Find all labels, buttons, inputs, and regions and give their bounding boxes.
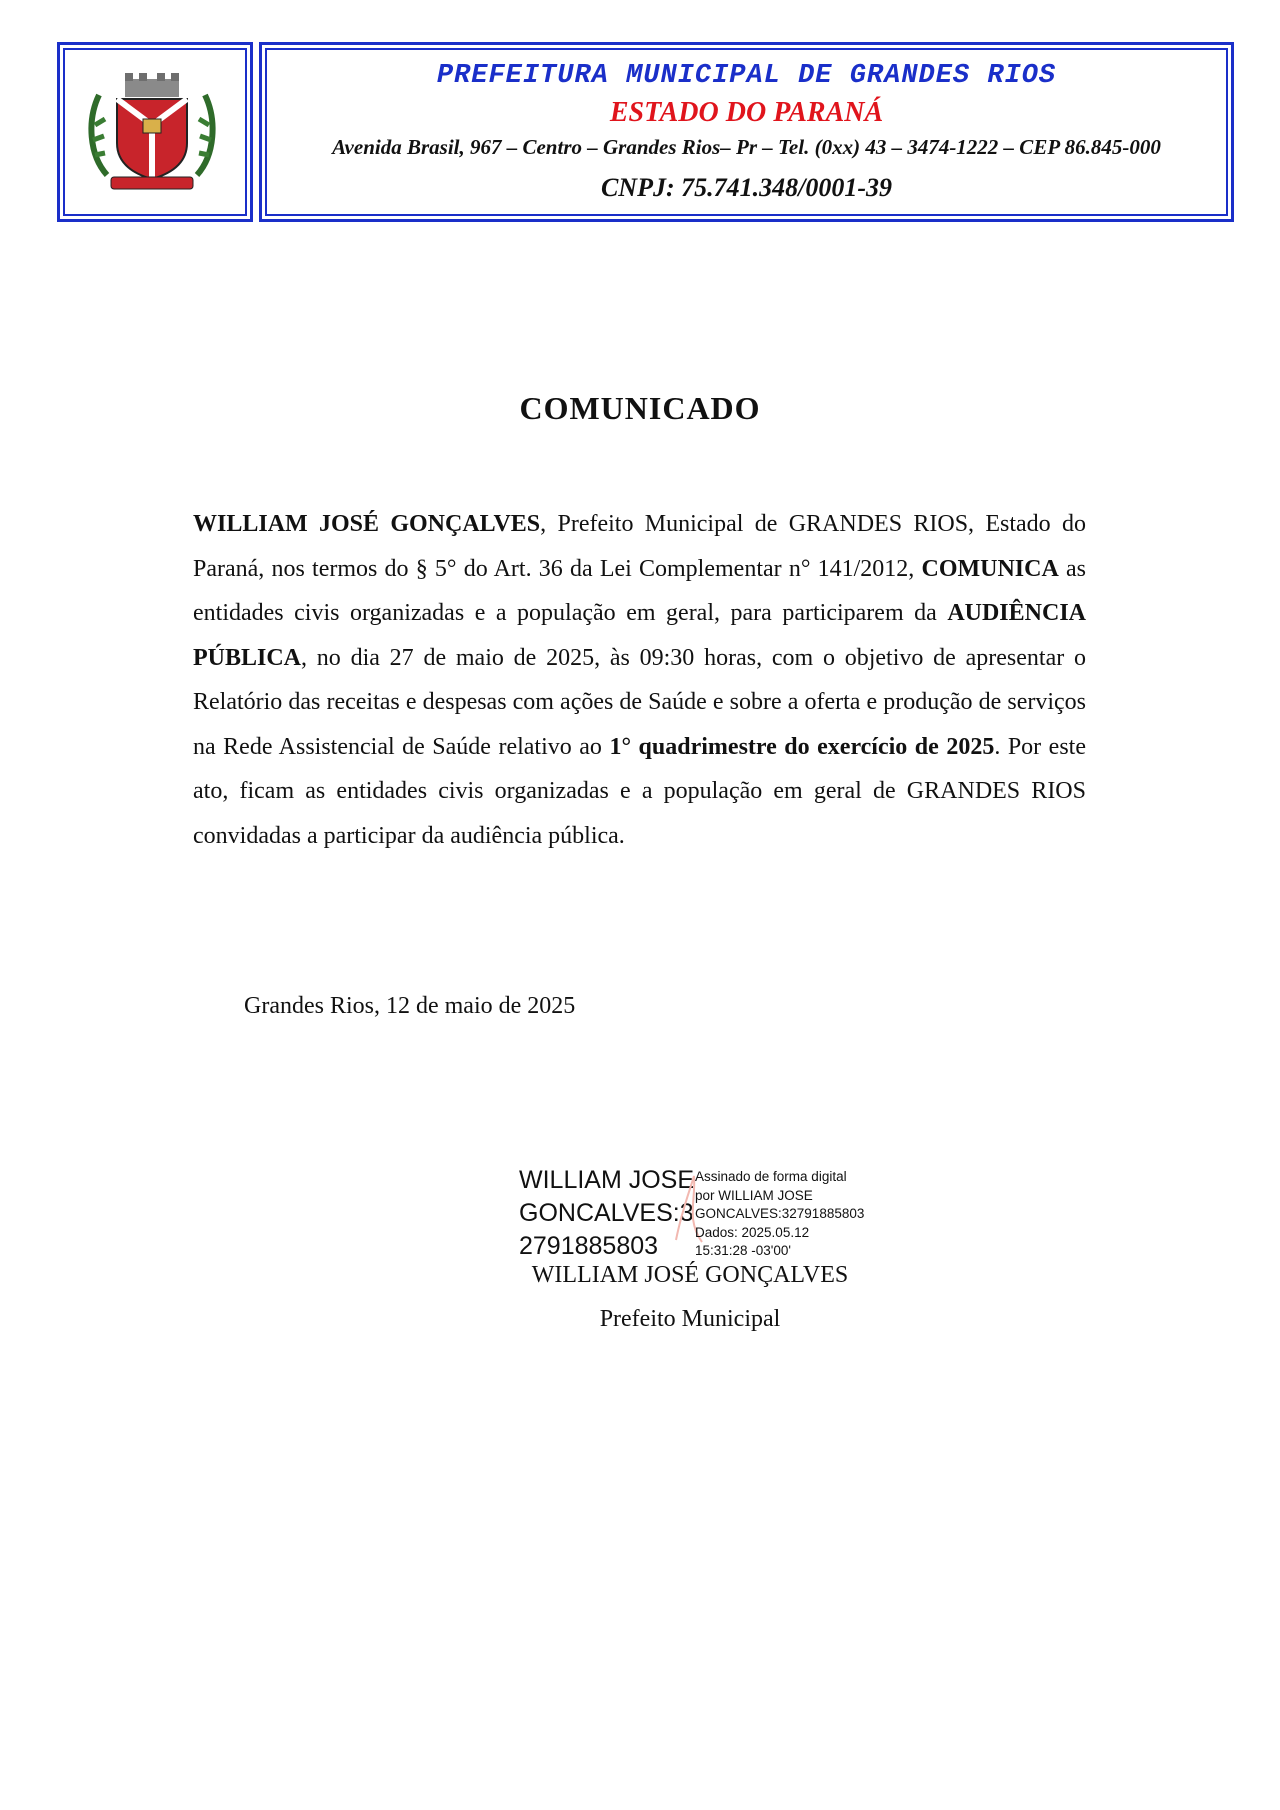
body-paragraph [193, 502, 1086, 858]
signature-detail-line: 15:31:28 -03'00' [695, 1243, 791, 1258]
digital-signature-details [695, 1168, 864, 1261]
body-text-1: , Prefeito Municipal de GRANDES RIOS, Estado do Paraná, nos termos do § 5° do Art. 36 da Lei Complementar n° 141/2012, [193, 511, 1087, 582]
comunica-word: COMUNICA [921, 555, 1059, 582]
mayor-name: WILLIAM JOSÉ GONÇALVES [193, 511, 541, 537]
signature-line: GONCALVES:3 [519, 1199, 694, 1227]
body-text-3: , no dia 27 de maio de 2025, às 09:30 horas, com o objetivo de apresentar o Relatório das receitas e despesas com ações de Saúde e sobre a oferta e produção de serviços na Rede Assistencial de Saúde relativo ao [193, 644, 1086, 760]
place-date: Grandes Rios, 12 de maio de 2025 [244, 993, 576, 1019]
audiencia-publica: AUDIÊNCIA PÚBLICA [193, 600, 1086, 671]
signer-role: Prefeito Municipal [599, 1306, 781, 1332]
estado-title: ESTADO DO PARANÁ [609, 97, 884, 128]
cnpj-line: CNPJ: 75.741.348/0001-39 [600, 173, 893, 202]
body-text-4: . Por este ato, ficam as entidades civis organizadas e a população em geral de GRANDES RIOS convidadas a participar da audiência pública. [193, 733, 1086, 849]
signature-line: 2791885803 [519, 1232, 659, 1260]
signature-detail-line: Assinado de forma digital [695, 1169, 847, 1184]
signature-detail-line: GONCALVES:32791885803 [695, 1206, 865, 1221]
signature-line: WILLIAM JOSE [519, 1166, 695, 1194]
body-text-2: as entidades civis organizadas e a população em geral, para participarem da [193, 555, 1086, 626]
signature-detail-line: Dados: 2025.05.12 [695, 1224, 810, 1240]
signature-detail-line: por WILLIAM JOSE [695, 1187, 813, 1203]
coat-of-arms-icon [77, 65, 227, 201]
header-box [259, 42, 1234, 222]
document-title: COMUNICADO [519, 390, 761, 426]
address-line: Avenida Brasil, 967 – Centro – Grandes Rios– Pr – Tel. (0xx) 43 – 3474-1222 – CEP 86.845-000 [332, 135, 1161, 159]
logo-frame [57, 42, 253, 222]
quadrimestre: 1° quadrimestre do exercício de 2025 [609, 733, 995, 760]
signer-name: WILLIAM JOSÉ GONÇALVES [531, 1262, 849, 1288]
prefeitura-title: PREFEITURA MUNICIPAL DE GRANDES RIOS [436, 61, 1057, 91]
